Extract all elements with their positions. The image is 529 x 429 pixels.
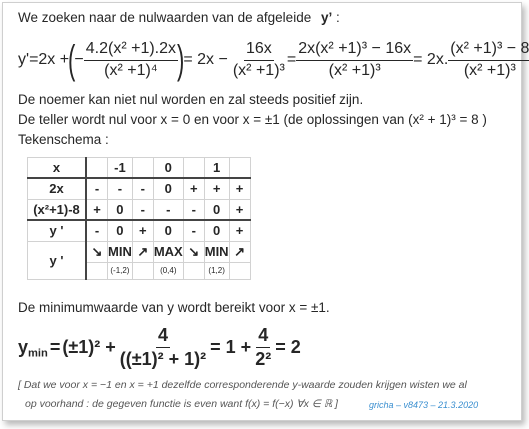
row-label: y '	[28, 241, 87, 279]
fraction-4-denominator: (x² +1)³	[463, 61, 516, 79]
sign-cell: +	[183, 178, 204, 199]
sign-cell: -	[183, 220, 204, 241]
header-cell: -1	[108, 158, 133, 179]
signature: gricha – v8473 – 21.3.2020	[369, 400, 479, 410]
fraction-2-numerator: 16x	[244, 40, 274, 60]
minimum-result: = 2	[275, 336, 301, 357]
extremum-coord	[132, 262, 153, 279]
minimum-fraction-1-numerator: 4	[156, 325, 170, 348]
header-cell	[86, 158, 108, 179]
minimum-eq2: = 1 +	[210, 336, 252, 357]
sign-cell: -	[108, 178, 133, 199]
close-paren: )	[177, 38, 185, 82]
fraction-4-numerator: (x² +1)³ − 8	[448, 40, 529, 60]
minimum-fraction-2-numerator: 4	[256, 325, 270, 348]
sign-cell: -	[132, 178, 153, 199]
table-row	[28, 199, 251, 220]
sign-cell: 0	[204, 220, 229, 241]
increasing-arrow-icon: ↗	[229, 241, 250, 262]
open-paren: (	[68, 38, 76, 82]
header-cell	[132, 158, 153, 179]
fraction-1-denominator: (x² +1)⁴	[104, 61, 158, 79]
intro-line	[18, 10, 340, 25]
note-line-2: op voorhand : de gegeven functie is even want f(x) = f(−x) ∀x ∈ ℝ ]	[25, 398, 338, 410]
sign-cell: +	[132, 220, 153, 241]
sign-cell: 0	[108, 220, 133, 241]
extremum-label: MIN	[108, 241, 133, 262]
fraction-2-denominator: (x² +1)³	[232, 61, 285, 79]
minimum-fraction-2	[253, 325, 273, 369]
intro-colon: :	[336, 10, 340, 25]
minimum-eq: =	[49, 336, 61, 357]
minimum-text: De minimumwaarde van y wordt bereikt voor x = ±1.	[18, 300, 330, 315]
row-label: 2x	[28, 178, 87, 199]
minimum-formula	[18, 321, 301, 373]
sign-cell: -	[183, 199, 204, 220]
sign-cell: 0	[108, 199, 133, 220]
row-label: (x²+1)-8	[28, 199, 87, 220]
intro-symbol: y’	[320, 10, 333, 25]
sign-cell: +	[229, 178, 250, 199]
sign-cell: 0	[153, 220, 183, 241]
derivative-eq2: =	[286, 51, 297, 68]
extremum-label: MIN	[204, 241, 229, 262]
derivative-formula	[18, 31, 529, 89]
derivative-part1: 2x +	[38, 51, 70, 68]
fraction-3-numerator: 2x(x² +1)³ − 16x	[296, 40, 413, 60]
extremum-coord: (-1,2)	[108, 262, 133, 279]
header-cell: 0	[153, 158, 183, 179]
ymin-symbol: $y_{min}$	[18, 336, 48, 359]
table-row	[28, 220, 251, 241]
derivative-part3: = 2x.	[413, 51, 449, 68]
fraction-1	[84, 40, 178, 80]
sign-cell: -	[153, 199, 183, 220]
extremum-coord: (1,2)	[204, 262, 229, 279]
derivative-part2: = 2x −	[183, 51, 228, 68]
sign-cell: -	[86, 220, 108, 241]
derivative-minus: −	[74, 51, 84, 68]
note-line-1: [ Dat we voor x = −1 en x = +1 dezelfde corresponderende y-waarde zouden krijgen wisten we al	[18, 379, 467, 391]
sign-cell: -	[86, 178, 108, 199]
header-cell	[183, 158, 204, 179]
sign-cell: +	[229, 220, 250, 241]
sign-cell: 0	[153, 178, 183, 199]
sign-cell: +	[204, 178, 229, 199]
denominator-text: De noemer kan niet nul worden en zal steeds positief zijn.	[18, 92, 364, 107]
minimum-fraction-1	[118, 325, 208, 369]
table-row	[28, 241, 251, 262]
sign-cell: 0	[204, 199, 229, 220]
row-label: y '	[28, 220, 87, 241]
increasing-arrow-icon: ↗	[132, 241, 153, 262]
sign-table	[27, 157, 251, 280]
fraction-4	[448, 40, 529, 80]
derivative-lhs: y'	[18, 51, 30, 68]
extremum-coord	[86, 262, 108, 279]
numerator-text: De teller wordt nul voor x = 0 en voor x = ±1 (de oplossingen van (x² + 1)³ = 8 )	[18, 112, 487, 127]
decreasing-arrow-icon: ↘	[86, 241, 108, 262]
table-row	[28, 158, 251, 179]
decreasing-arrow-icon: ↘	[183, 241, 204, 262]
extremum-coord	[183, 262, 204, 279]
header-cell	[229, 158, 250, 179]
extremum-coord	[229, 262, 250, 279]
header-label: x	[28, 158, 87, 179]
minimum-fraction-2-denominator: 2²	[255, 348, 272, 369]
worksheet	[2, 2, 529, 421]
minimum-term1: (±1)² +	[62, 336, 116, 357]
derivative-eq: =	[29, 51, 39, 68]
table-row	[28, 178, 251, 199]
schema-title: Tekenschema :	[18, 132, 109, 147]
fraction-2	[231, 40, 287, 80]
sign-cell: -	[132, 199, 153, 220]
fraction-1-numerator: 4.2(x² +1).2x	[84, 40, 178, 60]
minimum-fraction-1-denominator: ((±1)² + 1)²	[119, 348, 207, 369]
extremum-coord: (0,4)	[153, 262, 183, 279]
fraction-3-denominator: (x² +1)³	[328, 61, 381, 79]
intro-text: We zoeken naar de nulwaarden van de afgeleide	[18, 10, 312, 25]
extremum-label: MAX	[153, 241, 183, 262]
fraction-3	[296, 40, 413, 80]
sign-cell: +	[86, 199, 108, 220]
sign-cell: +	[229, 199, 250, 220]
header-cell: 1	[204, 158, 229, 179]
